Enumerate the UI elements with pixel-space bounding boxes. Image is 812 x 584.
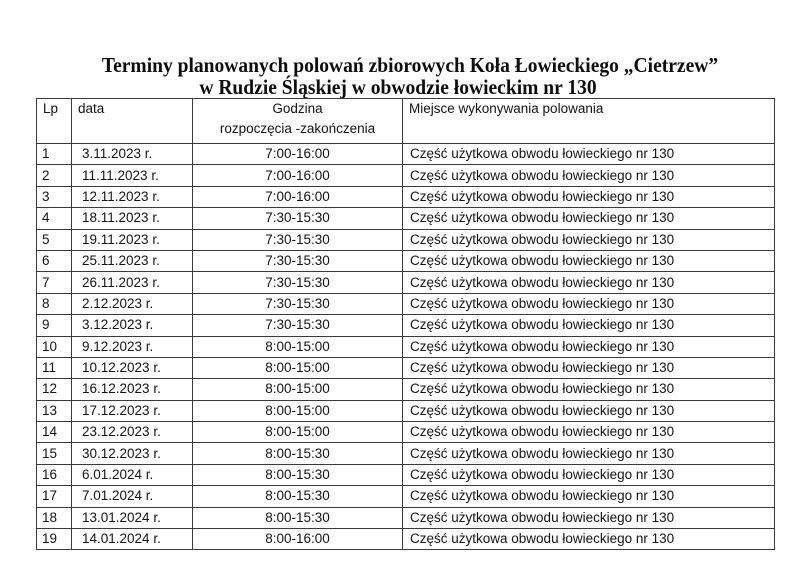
header-lp: Lp bbox=[37, 99, 72, 144]
row-lp: 16 bbox=[37, 464, 72, 485]
row-lp: 14 bbox=[37, 422, 72, 443]
table-row bbox=[37, 443, 775, 464]
table-row bbox=[37, 357, 775, 378]
row-lp: 19 bbox=[37, 529, 72, 550]
table-row bbox=[37, 379, 775, 400]
row-time: 8:00-15:00 bbox=[193, 379, 403, 400]
row-date: 30.12.2023 r. bbox=[72, 443, 193, 464]
table-row bbox=[37, 144, 775, 165]
row-place: Część użytkowa obwodu łowieckiego nr 130 bbox=[403, 486, 775, 507]
row-place: Część użytkowa obwodu łowieckiego nr 130 bbox=[403, 443, 775, 464]
row-date: 13.01.2024 r. bbox=[72, 507, 193, 528]
row-date: 14.01.2024 r. bbox=[72, 529, 193, 550]
table-row bbox=[37, 529, 775, 550]
row-place: Część użytkowa obwodu łowieckiego nr 130 bbox=[403, 208, 775, 229]
hunt-schedule-table bbox=[36, 98, 775, 550]
row-time: 8:00-15:30 bbox=[193, 443, 403, 464]
row-place: Część użytkowa obwodu łowieckiego nr 130 bbox=[403, 229, 775, 250]
header-time-line1: Godzina bbox=[272, 101, 323, 116]
row-place: Część użytkowa obwodu łowieckiego nr 130 bbox=[403, 272, 775, 293]
row-lp: 5 bbox=[37, 229, 72, 250]
row-lp: 9 bbox=[37, 315, 72, 336]
row-time: 7:00-16:00 bbox=[193, 144, 403, 165]
row-time: 8:00-15:00 bbox=[193, 400, 403, 421]
row-lp: 12 bbox=[37, 379, 72, 400]
row-lp: 2 bbox=[37, 165, 72, 186]
row-place: Część użytkowa obwodu łowieckiego nr 130 bbox=[403, 357, 775, 378]
row-lp: 4 bbox=[37, 208, 72, 229]
row-time: 8:00-15:30 bbox=[193, 464, 403, 485]
row-time: 7:00-16:00 bbox=[193, 186, 403, 207]
row-date: 12.11.2023 r. bbox=[72, 186, 193, 207]
row-place: Część użytkowa obwodu łowieckiego nr 130 bbox=[403, 529, 775, 550]
row-date: 10.12.2023 r. bbox=[72, 357, 193, 378]
header-place: Miejsce wykonywania polowania bbox=[403, 99, 775, 144]
row-place: Część użytkowa obwodu łowieckiego nr 130 bbox=[403, 186, 775, 207]
table-row bbox=[37, 315, 775, 336]
document-title-line1: Terminy planowanych polowań zbiorowych Koła Łowieckiego „Cietrzew” bbox=[101, 53, 719, 77]
table-row bbox=[37, 272, 775, 293]
header-row bbox=[37, 99, 775, 144]
row-time: 7:30-15:30 bbox=[193, 208, 403, 229]
header-date: data bbox=[72, 99, 193, 144]
row-place: Część użytkowa obwodu łowieckiego nr 130 bbox=[403, 144, 775, 165]
row-date: 18.11.2023 r. bbox=[72, 208, 193, 229]
row-date: 11.11.2023 r. bbox=[72, 165, 193, 186]
row-date: 17.12.2023 r. bbox=[72, 400, 193, 421]
table-row bbox=[37, 293, 775, 314]
row-date: 16.12.2023 r. bbox=[72, 379, 193, 400]
row-date: 7.01.2024 r. bbox=[72, 486, 193, 507]
row-time: 8:00-16:00 bbox=[193, 529, 403, 550]
row-lp: 1 bbox=[37, 144, 72, 165]
row-place: Część użytkowa obwodu łowieckiego nr 130 bbox=[403, 422, 775, 443]
row-date: 23.12.2023 r. bbox=[72, 422, 193, 443]
table-row bbox=[37, 208, 775, 229]
table-row bbox=[37, 165, 775, 186]
table-row bbox=[37, 422, 775, 443]
table-row bbox=[37, 507, 775, 528]
row-place: Część użytkowa obwodu łowieckiego nr 130 bbox=[403, 315, 775, 336]
row-time: 7:30-15:30 bbox=[193, 229, 403, 250]
table-row bbox=[37, 229, 775, 250]
row-lp: 3 bbox=[37, 186, 72, 207]
row-time: 7:00-16:00 bbox=[193, 165, 403, 186]
row-place: Część użytkowa obwodu łowieckiego nr 130 bbox=[403, 464, 775, 485]
row-lp: 13 bbox=[37, 400, 72, 421]
row-time: 7:30-15:30 bbox=[193, 315, 403, 336]
row-place: Część użytkowa obwodu łowieckiego nr 130 bbox=[403, 293, 775, 314]
table-body bbox=[37, 144, 775, 550]
row-lp: 10 bbox=[37, 336, 72, 357]
row-date: 19.11.2023 r. bbox=[72, 229, 193, 250]
row-time: 7:30-15:30 bbox=[193, 293, 403, 314]
header-time-line2: rozpoczęcia -zakończenia bbox=[219, 121, 376, 136]
row-place: Część użytkowa obwodu łowieckiego nr 130 bbox=[403, 336, 775, 357]
table-row bbox=[37, 486, 775, 507]
row-time: 7:30-15:30 bbox=[193, 272, 403, 293]
row-time: 8:00-15:00 bbox=[193, 357, 403, 378]
row-lp: 11 bbox=[37, 357, 72, 378]
row-time: 7:30-15:30 bbox=[193, 250, 403, 271]
row-date: 6.01.2024 r. bbox=[72, 464, 193, 485]
row-date: 25.11.2023 r. bbox=[72, 250, 193, 271]
row-place: Część użytkowa obwodu łowieckiego nr 130 bbox=[403, 400, 775, 421]
table-row bbox=[37, 464, 775, 485]
row-time: 8:00-15:30 bbox=[193, 507, 403, 528]
document-title-line2: w Rudzie Śląskiej w obwodzie łowieckim nr 130 bbox=[199, 75, 597, 99]
header-time bbox=[193, 99, 403, 144]
row-time: 8:00-15:30 bbox=[193, 486, 403, 507]
row-date: 3.12.2023 r. bbox=[72, 315, 193, 336]
row-place: Część użytkowa obwodu łowieckiego nr 130 bbox=[403, 507, 775, 528]
row-place: Część użytkowa obwodu łowieckiego nr 130 bbox=[403, 250, 775, 271]
row-lp: 8 bbox=[37, 293, 72, 314]
row-place: Część użytkowa obwodu łowieckiego nr 130 bbox=[403, 379, 775, 400]
row-date: 3.11.2023 r. bbox=[72, 144, 193, 165]
row-lp: 17 bbox=[37, 486, 72, 507]
row-time: 8:00-15:00 bbox=[193, 336, 403, 357]
row-time: 8:00-15:00 bbox=[193, 422, 403, 443]
row-lp: 18 bbox=[37, 507, 72, 528]
row-lp: 7 bbox=[37, 272, 72, 293]
table-row bbox=[37, 250, 775, 271]
table-header bbox=[37, 99, 775, 144]
row-lp: 6 bbox=[37, 250, 72, 271]
row-place: Część użytkowa obwodu łowieckiego nr 130 bbox=[403, 165, 775, 186]
table-row bbox=[37, 400, 775, 421]
row-lp: 15 bbox=[37, 443, 72, 464]
table-row bbox=[37, 336, 775, 357]
row-date: 26.11.2023 r. bbox=[72, 272, 193, 293]
table-row bbox=[37, 186, 775, 207]
row-date: 2.12.2023 r. bbox=[72, 293, 193, 314]
row-date: 9.12.2023 r. bbox=[72, 336, 193, 357]
